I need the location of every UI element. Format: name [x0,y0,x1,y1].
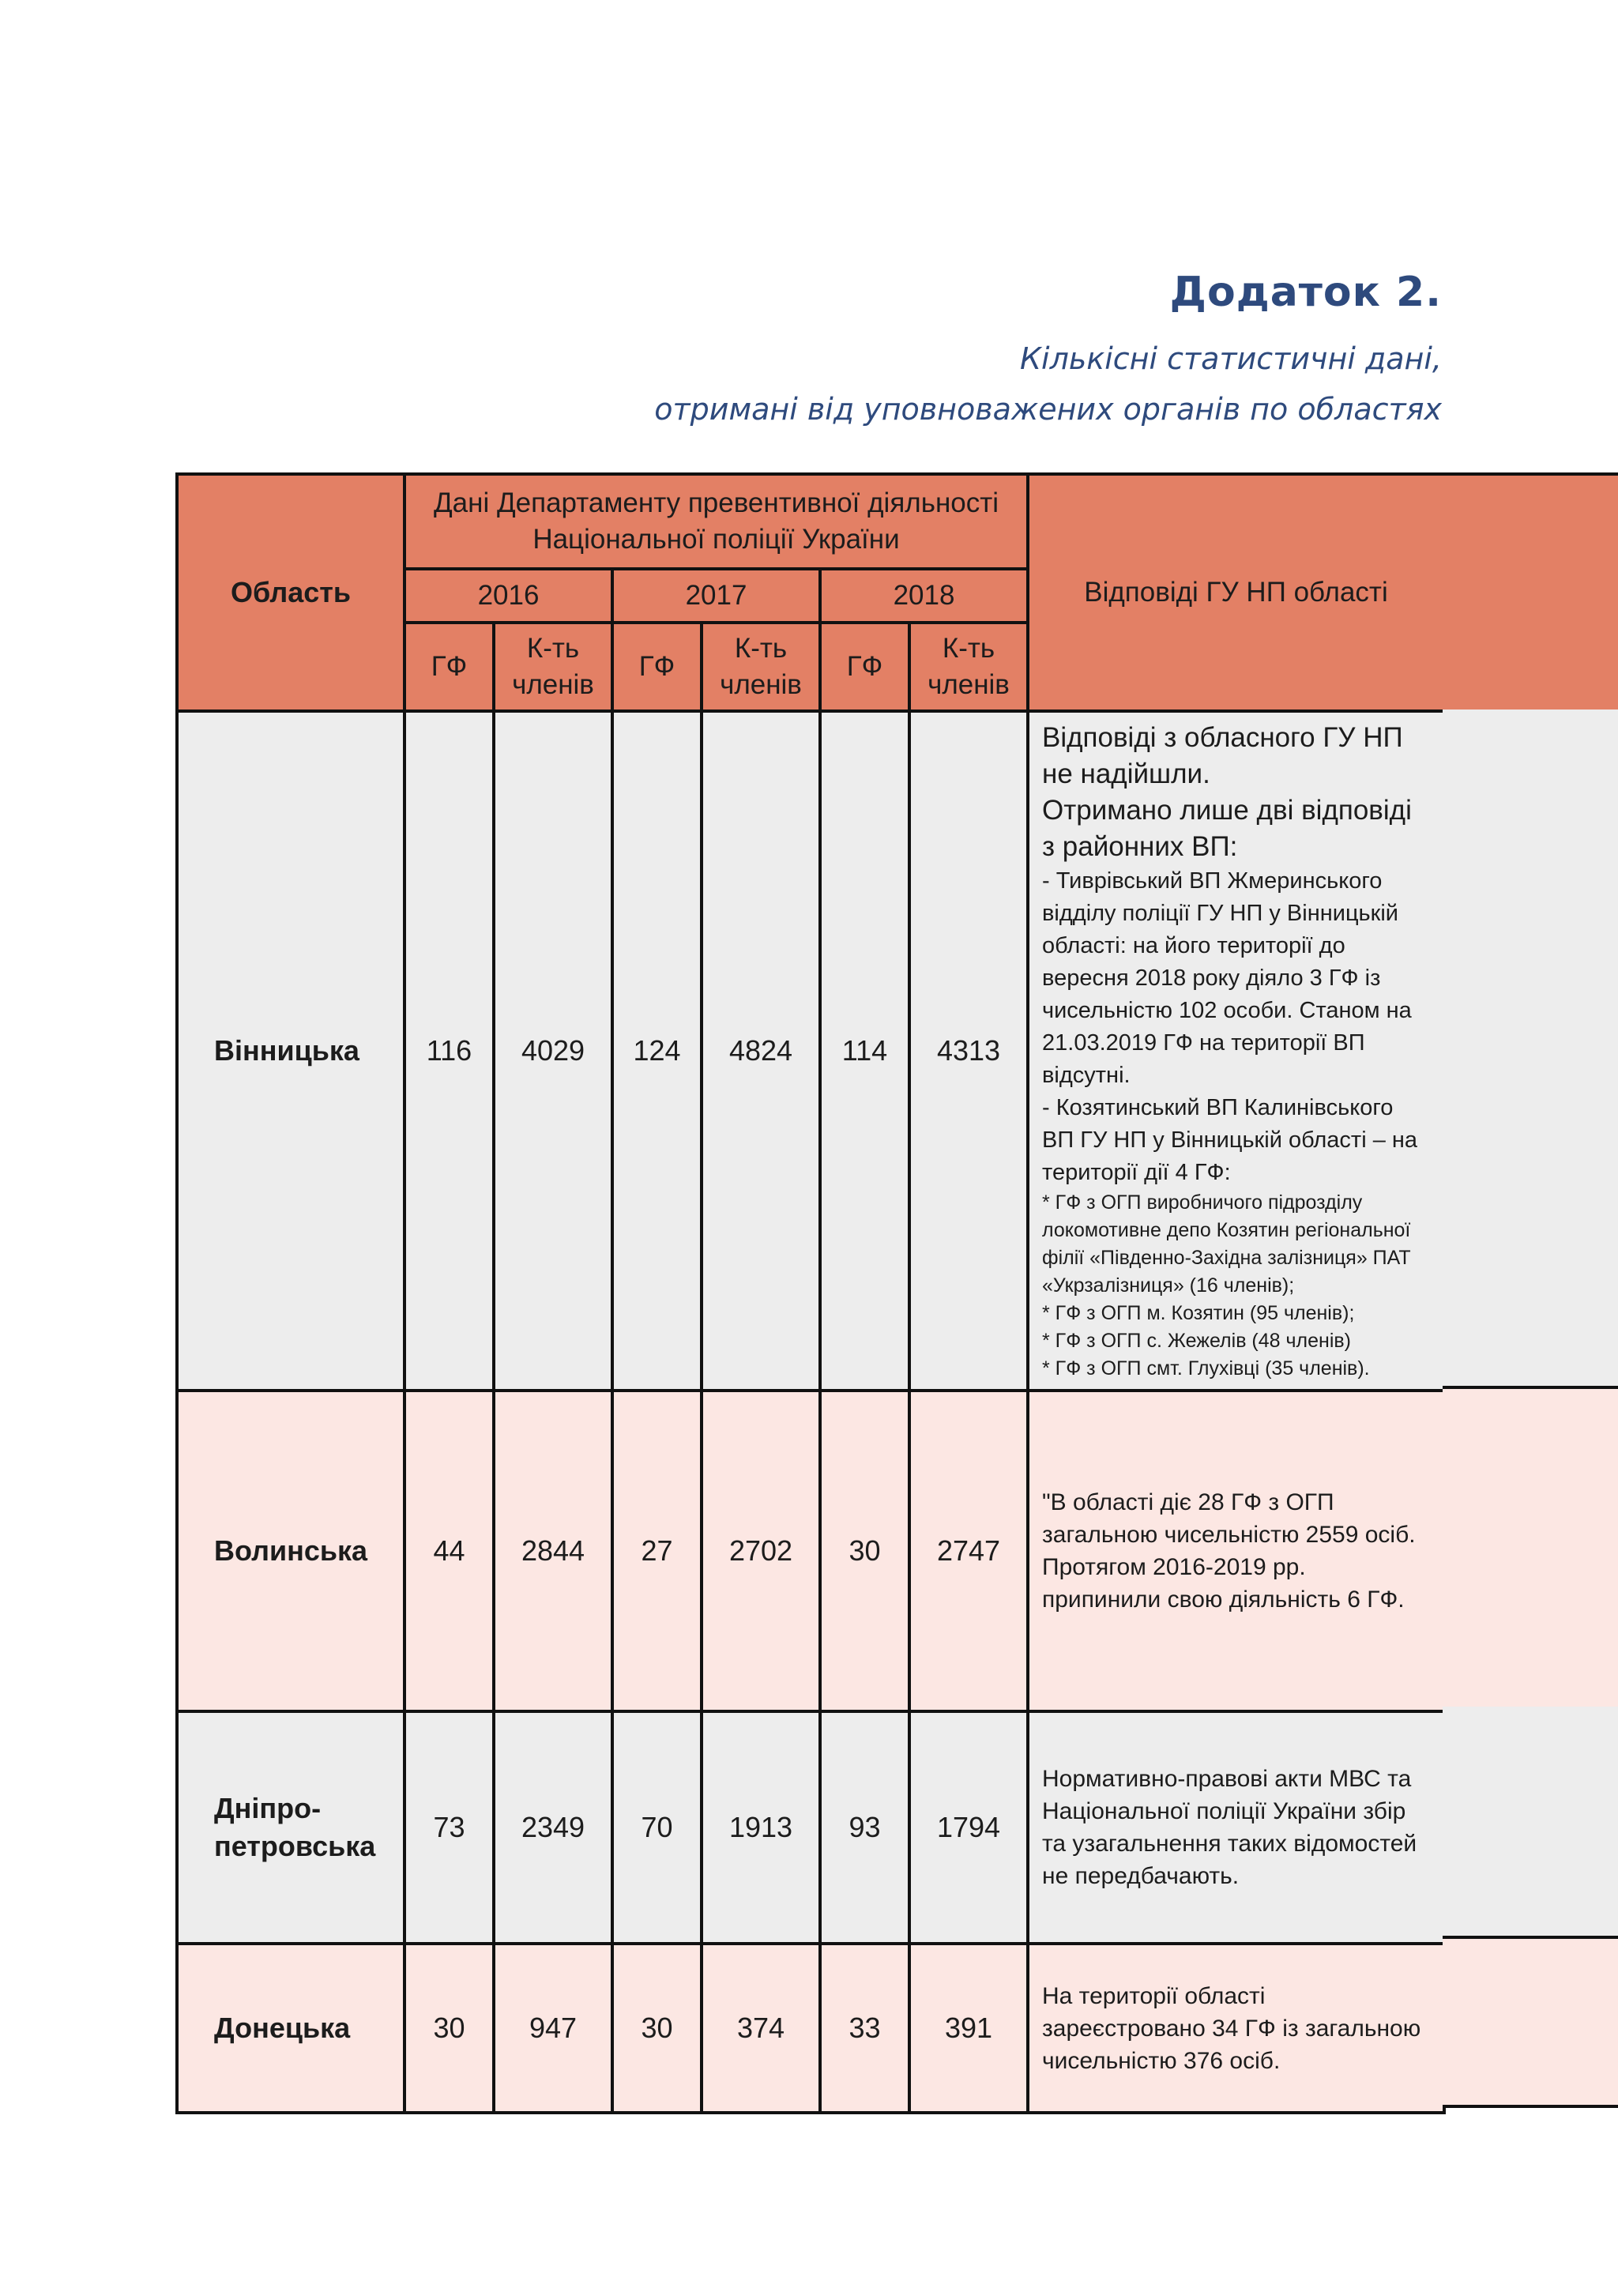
answer-cell: На території області зареєстровано 34 ГФ із загальною чисельністю 376 осіб. [1028,1944,1444,2113]
answer-line: Відповіді з обласного ГУ НП не надійшли. [1042,721,1403,789]
header-members: К-ть членів [909,623,1028,711]
table-row [177,1391,1444,1711]
answer-line: * ГФ з ОГП виробничого підрозділу локомотивне депо Козятин регіональної філії «Південно-Західна залізниця» ПАТ «Укрзалізниця» (16 членів); [1042,1191,1411,1297]
statistics-table [175,472,1446,2114]
value-cell: 114 [820,711,909,1391]
answer-cell [1028,711,1444,1391]
value-cell: 116 [404,711,494,1391]
answer-line: * ГФ з ОГП с. Жежелів (48 членів) [1042,1329,1351,1352]
header-year-2017: 2017 [612,569,820,623]
value-cell: 1913 [702,1711,820,1944]
region-name: Донецька [177,1944,404,2113]
answer-line: - Козятинський ВП Калинівського ВП ГУ НП у Вінницькій області – на території дії 4 ГФ: [1042,1094,1418,1185]
region-name: Вінницька [177,711,404,1391]
table-row [177,711,1444,1391]
value-cell: 30 [820,1391,909,1711]
value-cell: 391 [909,1944,1028,2113]
strip-row-segment [1443,1936,1618,2108]
value-cell: 70 [612,1711,702,1944]
strip-row-segment [1443,710,1618,1386]
answer-cell: "В області діє 28 ГФ з ОГП загальною чисельністю 2559 осіб. Протягом 2016-2019 рр. припинили свою діяльність 6 ГФ. [1028,1391,1444,1711]
header-region: Область [177,474,404,711]
strip-row-segment [1443,1707,1618,1936]
header-year-2018: 2018 [820,569,1028,623]
answer-line: Отримано лише дві відповіді з районних ВП: [1042,794,1412,862]
value-cell: 44 [404,1391,494,1711]
answer-line: * ГФ з ОГП м. Козятин (95 членів); [1042,1301,1355,1324]
header-gf: ГФ [820,623,909,711]
value-cell: 947 [494,1944,612,2113]
answer-cell: Нормативно-правові акти МВС та Національної поліції України збір та узагальнення таких відомостей не передбачають. [1028,1711,1444,1944]
statistics-table-wrapper [175,472,1446,2114]
header-members: К-ть членів [494,623,612,711]
answer-line: - Тиврівський ВП Жмеринського відділу поліції ГУ НП у Вінницькій області: на його території до вересня 2018 року діяло 3 ГФ із чисельністю 102 особи. Станом на 21.03.2019 ГФ на території ВП відсутні. [1042,868,1412,1088]
value-cell: 33 [820,1944,909,2113]
header-answers: Відповіді ГУ НП області [1028,474,1444,711]
value-cell: 73 [404,1711,494,1944]
answer-line: * ГФ з ОГП смт. Глухівці (35 членів). [1042,1357,1370,1379]
region-name: Волинська [177,1391,404,1711]
header-year-2016: 2016 [404,569,612,623]
value-cell: 1794 [909,1711,1028,1944]
header-department: Дані Департаменту превентивної діяльності Національної поліції України [404,474,1028,569]
value-cell: 4824 [702,711,820,1391]
value-cell: 2844 [494,1391,612,1711]
value-cell: 374 [702,1944,820,2113]
subheading-line-2: отримані від уповноважених органів по областях [654,392,1442,427]
value-cell: 30 [404,1944,494,2113]
value-cell: 27 [612,1391,702,1711]
table-continuation-strip [1443,472,1618,2119]
value-cell: 124 [612,711,702,1391]
page-heading: Додаток 2. [1169,269,1442,316]
table-row [177,1711,1444,1944]
header-gf: ГФ [404,623,494,711]
value-cell: 2702 [702,1391,820,1711]
header-gf: ГФ [612,623,702,711]
header-members: К-ть членів [702,623,820,711]
value-cell: 2349 [494,1711,612,1944]
strip-row-segment [1443,1386,1618,1710]
table-row [177,1944,1444,2113]
subheading-line-1: Кількісні статистичні дані, [1020,341,1442,376]
strip-header-segment [1443,472,1618,713]
value-cell: 30 [612,1944,702,2113]
value-cell: 4313 [909,711,1028,1391]
value-cell: 93 [820,1711,909,1944]
value-cell: 2747 [909,1391,1028,1711]
region-name: Дніпро-петровська [177,1711,404,1944]
value-cell: 4029 [494,711,612,1391]
